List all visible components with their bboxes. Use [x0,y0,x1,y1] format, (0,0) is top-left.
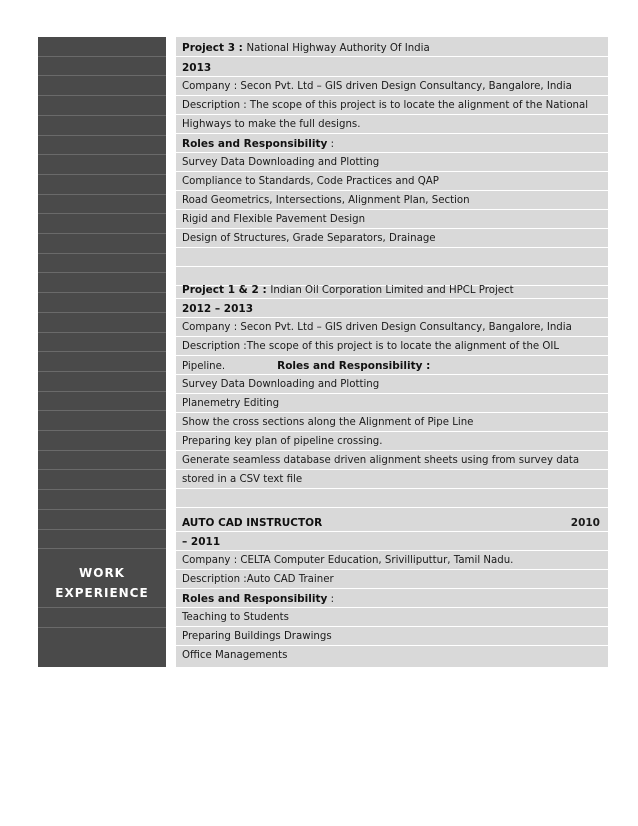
spacer-row [176,490,608,508]
project3-sep: : [235,42,247,54]
project3-year: 2013 [176,59,608,77]
project12-company: Company : Secon Pvt. Ltd – GIS driven Design Consultancy, Bangalore, India [176,319,608,337]
autocad-title: AUTO CAD INSTRUCTOR [182,517,323,529]
project3-role-item: Compliance to Standards, Code Practices and QAP [176,173,608,191]
autocad-roles-heading: Roles and Responsibility [182,593,328,605]
section-title-experience: EXPERIENCE [55,586,149,600]
project3-desc1: Description : The scope of this project is to locate the alignment of the National [176,97,608,115]
left-grid-line [38,489,166,490]
left-grid-line [38,391,166,392]
autocad-role-item: Teaching to Students [176,609,608,627]
project3-title: Project 3 [182,42,236,54]
left-grid-line [38,115,166,116]
left-grid-line [38,174,166,175]
left-grid-line [38,253,166,254]
project12-role-item: Planemetry Editing [176,395,608,413]
autocad-desc: Description :Auto CAD Trainer [176,571,608,589]
left-grid-line [38,509,166,510]
project3-role-item: Survey Data Downloading and Plotting [176,154,608,172]
project3-roles-heading: Roles and Responsibility [182,138,328,150]
project12-sep: : [258,284,271,296]
left-grid-line [38,469,166,470]
autocad-roles-suffix: : [327,594,335,605]
section-title-work: WORK [79,566,125,580]
project12-year: 2012 – 2013 [176,300,608,318]
left-grid-line [38,233,166,234]
left-grid-line [38,135,166,136]
left-grid-line [38,607,166,608]
left-grid-line [38,548,166,549]
left-grid-line [38,292,166,293]
left-grid-line [38,371,166,372]
project3-role-item: Road Geometrics, Intersections, Alignment Plan, Section [176,192,608,210]
project12-roles-heading: Roles and Responsibility : [277,360,431,372]
project3-role-item: Rigid and Flexible Pavement Design [176,211,608,229]
left-grid-line [38,450,166,451]
left-grid-line [38,272,166,273]
project12-role-item: stored in a CSV text file [176,471,608,489]
project3-title-row [176,39,608,57]
project3-company: Company : Secon Pvt. Ltd – GIS driven Design Consultancy, Bangalore, India [176,78,608,96]
project12-role-item: Generate seamless database driven alignment sheets using from survey data [176,452,608,470]
section-label-column [38,37,166,667]
project12-role-item: Survey Data Downloading and Plotting [176,376,608,394]
project3-roles-suffix: : [327,139,335,150]
spacer-row [176,249,608,267]
project12-role-item: Show the cross sections along the Alignment of Pipe Line [176,414,608,432]
left-grid-line [38,75,166,76]
resume-sheet [38,37,608,667]
left-grid-line [38,95,166,96]
left-grid-line [38,213,166,214]
autocad-company: Company : CELTA Computer Education, Srivilliputtur, Tamil Nadu. [176,552,608,570]
left-grid-line [38,430,166,431]
autocad-title-row [176,514,608,532]
project3-role-item: Design of Structures, Grade Separators, Drainage [176,230,608,248]
project12-role-item: Preparing key plan of pipeline crossing. [176,433,608,451]
project12-desc2: Pipeline. [182,361,226,372]
left-grid-line [38,627,166,628]
project12-title: Project 1 & 2 [182,284,259,296]
content-column [176,37,608,667]
left-grid-line [38,154,166,155]
project12-title-row [176,281,608,299]
autocad-role-item: Preparing Buildings Drawings [176,628,608,646]
left-grid-line [38,312,166,313]
left-grid-line [38,351,166,352]
autocad-year-start: 2010 [570,517,600,529]
left-grid-line [38,194,166,195]
project3-roles-heading-row [176,135,608,153]
autocad-role-item: Office Managements [182,650,288,661]
project12-desc2-row [176,357,608,375]
left-grid-line [38,410,166,411]
project3-desc2: Highways to make the full designs. [176,116,608,134]
left-grid-line [38,56,166,57]
left-grid-line [38,529,166,530]
project12-client: Indian Oil Corporation Limited and HPCL Project [270,285,514,296]
project3-client: National Highway Authority Of India [246,43,430,54]
autocad-roles-heading-row [176,590,608,608]
left-grid-line [38,332,166,333]
project12-desc1: Description :The scope of this project is to locate the alignment of the OIL [176,338,608,356]
autocad-year-end: – 2011 [176,533,608,551]
